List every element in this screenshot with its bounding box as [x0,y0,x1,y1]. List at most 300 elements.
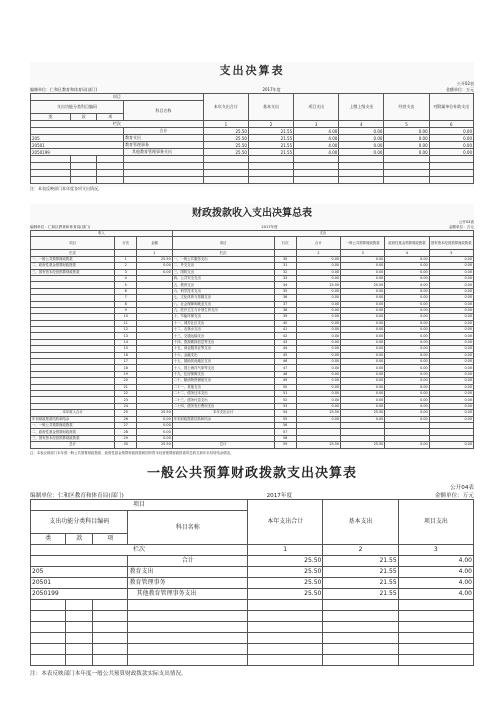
income-row-no: 29 [115,435,137,441]
expense-value: 0.00 [341,307,385,313]
table-row [31,442,474,448]
income-row-no: 15 [115,346,137,352]
t1-col-header: 经营支出 [384,94,429,121]
row-name: 合计 [124,128,204,135]
expense-value: 0.00 [385,397,429,403]
expense-item: 二十二、债务还本支出 [172,390,274,396]
empty-row [31,177,474,184]
row-value: 25.50 [248,567,323,578]
expense-value: 0.00 [429,256,473,262]
expense-item: 二、外交支出 [172,263,274,269]
empty-row [31,170,474,177]
expense-value: 0.00 [341,288,385,294]
expense-value: 0.00 [429,416,473,422]
expense-value: 0.00 [341,333,385,339]
expense-row-no: 34 [274,282,296,288]
expense-item: 二十四、债务发行费用支出 [172,403,274,409]
t2-h-colno: 栏次 [172,250,274,256]
expense-value: 0.00 [385,384,429,390]
expense-item: 年末财政拨款结转和结余 [172,416,274,422]
table-row [31,578,474,589]
expense-value: 0.00 [385,327,429,333]
expense-value: 0.00 [385,390,429,396]
t1-col-header: 上缴上级支出 [339,94,384,121]
empty-row [31,611,474,622]
expense-item: 本年支出合计 [172,410,274,416]
expense-value: 0.00 [341,365,385,371]
t3-table [30,499,474,666]
row-name: 其他教育管理事务支出 [124,149,204,156]
t3-title: 一般公共预算财政拨款支出决算表 [146,466,357,481]
row-value: 21.55 [323,556,398,567]
t1-h-name: 科目名称 [124,101,204,121]
expense-item: 二十、粮油物资储备支出 [172,378,274,384]
income-row-no: 22 [115,390,137,396]
expense-value: 0.00 [296,352,340,358]
income-amount: 0.00 [137,263,172,269]
expense-value: 0.00 [385,371,429,377]
expense-row-no: 43 [274,339,296,345]
t1-col-no: 1 [203,121,248,128]
empty-row [31,156,474,163]
income-amount: 0.00 [137,422,172,428]
expense-value: 0.00 [296,314,340,320]
expense-value: 0.00 [385,320,429,326]
row-code: 2050199 [31,589,128,600]
expense-value: 0.00 [341,403,385,409]
income-amount: 0.00 [137,435,172,441]
row-value: 25.50 [203,149,248,156]
expense-value: 0.00 [429,295,473,301]
t3-note: 注：本表反映部门本年度一般公共预算财政拨款实际支出情况。 [30,671,187,677]
expense-value: 0.00 [429,384,473,390]
income-amount: 0.00 [137,269,172,275]
expense-value: 0.00 [385,346,429,352]
row-code: 205 [31,135,124,142]
expense-row-no: 55 [274,416,296,422]
income-item: 一、一般公共预算财政拨款 [31,422,115,428]
expense-item: 十六、金融支出 [172,352,274,358]
row-value: 0.00 [384,135,429,142]
expense-value: 0.00 [429,269,473,275]
expense-row-no: 56 [274,422,296,428]
row-value: 0.00 [429,135,473,142]
row-code: 20501 [31,578,128,589]
expense-value: 0.00 [429,307,473,313]
expense-value: 25.50 [341,442,385,448]
expense-item: 总计 [172,442,274,448]
expense-item: 十八、国土海洋气象等支出 [172,365,274,371]
income-row-no: 13 [115,333,137,339]
income-item: 三、国有资本经营预算财政拨款 [31,435,115,441]
expense-value: 0.00 [385,416,429,422]
expense-row-no: 41 [274,327,296,333]
expense-value: 0.00 [385,352,429,358]
expense-row-no: 30 [274,256,296,262]
t3-col-no: 2 [323,545,398,556]
expense-row-no: 58 [274,435,296,441]
expense-value: 0.00 [341,346,385,352]
t3-form-no: 公开04表 [450,485,474,491]
expense-value: 0.00 [385,314,429,320]
t3-h-row: 栏次 [31,545,248,556]
t2-year: 2017年度 [261,225,278,229]
expense-value: 0.00 [429,390,473,396]
expense-row-no: 53 [274,403,296,409]
expense-value: 0.00 [429,403,473,409]
expense-value: 0.00 [296,269,340,275]
expense-value: 0.00 [429,314,473,320]
t2-h-amount: 金额 [137,237,172,250]
row-value: 4.00 [294,135,339,142]
expense-item: 六、科学技术支出 [172,288,274,294]
expense-value: 0.00 [296,346,340,352]
t3-col-no: 3 [398,545,473,556]
empty-row [31,163,474,170]
income-row-no: 20 [115,378,137,384]
expense-item: 十九、住房保障支出 [172,371,274,377]
income-amount: 0.00 [137,416,172,422]
expense-value: 0.00 [429,359,473,365]
expense-value: 0.00 [429,339,473,345]
t1-table [30,93,474,184]
row-value: 21.55 [323,578,398,589]
expense-value: 0.00 [429,371,473,377]
row-value: 21.55 [248,135,293,142]
row-value: 0.00 [384,142,429,149]
t2-h-item: 项目 [172,237,274,250]
income-row-no: 12 [115,327,137,333]
t2-col-header: 政府性基金预算财政拨款 [385,237,429,250]
expense-item: 十七、援助其他地区支出 [172,359,274,365]
expense-value: 0.00 [385,359,429,365]
t3-meta [30,485,474,499]
expense-item: 十二、农林水支出 [172,327,274,333]
t3-money-unit: 金额单位：万元 [434,493,474,499]
row-value: 0.00 [339,135,384,142]
expense-row-no: 39 [274,314,296,320]
row-code: 2050199 [31,149,124,156]
expense-value: 0.00 [341,320,385,326]
expense-value: 0.00 [296,403,340,409]
t3-unit: 编制单位：仁和区教育和体育局(部门) [30,493,124,499]
t2-col-header: 一般公共预算财政拨款 [341,237,385,250]
expense-value: 0.00 [296,365,340,371]
expense-value: 0.00 [429,352,473,358]
expense-item: 十一、城乡社区支出 [172,320,274,326]
expense-value: 0.00 [429,346,473,352]
expense-value: 0.00 [385,307,429,313]
income-row-no: 6 [115,288,137,294]
table-row [31,135,474,142]
t2-col-header: 合计 [296,237,340,250]
row-name: 合计 [128,556,248,567]
expense-value: 0.00 [296,333,340,339]
row-value: 4.00 [294,128,339,135]
t2-h-colno: 栏次 [31,250,115,256]
row-code: 20501 [31,142,124,149]
t3-h-code: 支出功能分类科目编码 [31,511,128,534]
t2-h-rowno: 行次 [115,237,137,250]
expense-item: 十四、资源勘探信息等支出 [172,339,274,345]
row-value: 21.55 [248,149,293,156]
t3-h-name: 科目名称 [128,511,248,545]
expense-row-no: 59 [274,442,296,448]
t1-h-kuan: 款 [70,114,97,121]
t2-h-item: 项目 [31,237,115,250]
income-row-no: 8 [115,301,137,307]
expense-value: 0.00 [296,307,340,313]
expense-row-no: 42 [274,333,296,339]
expense-value: 0.00 [341,390,385,396]
row-name: 教育支出 [128,567,248,578]
row-value: 21.55 [248,128,293,135]
table-row [31,149,474,156]
row-value: 4.00 [294,142,339,149]
income-row-no: 23 [115,397,137,403]
t3-h-project: 项目 [31,500,248,511]
income-row-no: 24 [115,403,137,409]
expense-row-no: 48 [274,371,296,377]
income-row-no: 9 [115,307,137,313]
income-row-no: 18 [115,365,137,371]
expense-value: 0.00 [296,390,340,396]
expense-value: 0.00 [296,320,340,326]
t2-title: 财政拨款收入支出决算总表 [192,208,312,219]
expense-item: 十五、商业服务业等支出 [172,346,274,352]
expense-value: 0.00 [296,378,340,384]
income-amount: 0.00 [137,429,172,435]
income-row-no: 25 [115,410,137,416]
expenditure-statement-sheet [30,62,474,191]
t1-col-header: 本年支出合计 [203,94,248,121]
expense-value: 0.00 [385,282,429,288]
income-row-no: 16 [115,352,137,358]
expense-value: 0.00 [429,301,473,307]
row-value: 0.00 [429,142,473,149]
expense-value: 25.50 [296,442,340,448]
t1-meta [30,81,474,93]
t1-col-no: 3 [294,121,339,128]
row-value: 21.55 [323,567,398,578]
expense-value: 0.00 [429,333,473,339]
income-row-no: 7 [115,295,137,301]
expense-value: 25.50 [296,410,340,416]
row-name: 其他教育管理事务支出 [128,589,248,600]
t1-col-no: 4 [339,121,384,128]
table-row [31,128,474,135]
income-item: 二、政府性基金预算财政拨款 [31,263,115,269]
income-item: 年初财政拨款结转和结余 [31,416,115,422]
t3-h-class: 类 [31,534,66,545]
row-name: 教育支出 [124,135,204,142]
row-value: 4.00 [398,556,473,567]
expense-value: 0.00 [341,339,385,345]
income-row-no: 11 [115,320,137,326]
expense-value: 0.00 [385,378,429,384]
row-value: 25.50 [248,589,323,600]
expense-value: 0.00 [385,288,429,294]
row-code [31,128,124,135]
t2-table: 收入 支出 项目 行次 金额 项目 行次 合计 一般公共预算财政拨款 政府性基金预算财政拨款 国有资本经营预算财政拨款 栏次 1 栏次 2 3 4 5 一、一般公共预算财政拨款 1 25.50 一、一般公共服务支出 30 0.00 0.00 0.00 0.00 二、政府性基金预算财政拨款 2 0.00 二、外交支出 31 0.00 0.00 0.00 0.00 三、国有资本经营预算财政拨款 3 0.00 三、国防支出 32 0.00 0.00 0.00 0.00 4 四、公共安全支出 33 0.00 0.00 0.00 0.00 5 五、教育支出 34 25.50 25.50 0.00 0.00 6 六、科学技术支出 35 0.00 0.00 0.00 0.00 7 七、文化体育与传媒支出 36 0.00 0.00 0.00 0.00 8 八、社会保障和就业支出 37 0.00 0.00 0.00 0.00 9 九、医疗卫生与计划生育支出 38 0.00 0.00 0.00 0.00 10 十、节能环保支出 39 0.00 0.00 0.00 0.00 11 十一、城乡社区支出 40 0.00 0.00 0.00 0.00 12 十二、农林水支出 41 0.00 0.00 0.00 0.00 13 十三、交通运输支出 42 0.00 0.00 0.00 0.00 14 十四、资源勘探信息等支出 43 0.00 0.00 0.00 0.00 15 十五、商业服务业等支出 44 0.00 0.00 0.00 0.00 16 十六、金融支出 45 0.00 0.00 0.00 0.00 17 十七、援助其他地区支出 46 0.00 0.00 0.00 0.00 18 十八、国土海洋气象等支出 47 0.00 0.00 0.00 0.00 19 十九、住房保障支出 48 0.00 0.00 0.00 0.00 20 二十、粮油物资储备支出 49 0.00 0.00 0.00 0.00 21 二十一、其他支出 50 0.00 0.00 0.00 0.00 22 二十二、债务还本支出 51 0.00 0.00 0.00 0.00 23 二十三、债务付息支出 52 0.00 0.00 0.00 0.00 24 二十四、债务发行费用支出 53 0.00 0.00 0.00 0.00 本年收入合计 25 25.50 本年支出合计 54 25.50 25.50 0.00 0.00 年初财政拨款结转和结余 26 0.00 年末财政拨款结转和结余 55 0.00 0.00 0.00 0.00 一、一般公共预算财政拨款 27 0.00 56 二、政府性基金预算财政拨款 28 0.00 57 三、国有资本经营预算财政拨款 29 0.00 58 总计 30 25.50 总计 59 25.50 25.50 0.00 0.00 [32,231,472,447]
t1-unit: 编制单位：仁和区教育和体育局(部门) [30,87,98,92]
income-amount: 25.50 [137,442,172,448]
expense-row-no: 35 [274,288,296,294]
income-row-no: 5 [115,282,137,288]
expense-value: 0.00 [429,327,473,333]
income-item: 本年收入合计 [31,410,115,416]
row-value: 0.00 [339,142,384,149]
expense-item: 五、教育支出 [172,282,274,288]
expense-value: 0.00 [341,314,385,320]
t2-h-rowno: 行次 [274,237,296,250]
table-row [31,567,474,578]
expense-row-no: 44 [274,346,296,352]
expense-value: 25.50 [341,282,385,288]
expense-value: 0.00 [429,320,473,326]
expense-value: 0.00 [296,371,340,377]
expense-item: 四、公共安全支出 [172,275,274,281]
expense-row-no: 54 [274,410,296,416]
expense-row-no: 45 [274,352,296,358]
expense-row-no: 37 [274,301,296,307]
income-amount: 25.50 [137,410,172,416]
income-row-no: 10 [115,314,137,320]
income-row-no: 26 [115,416,137,422]
income-item: 一、一般公共预算财政拨款 [31,256,115,262]
row-value: 25.50 [203,128,248,135]
expense-value: 0.00 [296,263,340,269]
expense-value: 0.00 [341,378,385,384]
expense-value: 0.00 [385,333,429,339]
expense-value: 0.00 [296,359,340,365]
expense-value: 0.00 [296,339,340,345]
expense-item: 二十三、债务付息支出 [172,397,274,403]
expense-value: 0.00 [341,263,385,269]
t1-col-header: 对附属单位补助支出 [429,94,473,121]
expense-row-no: 40 [274,320,296,326]
expense-value: 0.00 [341,269,385,275]
row-code: 205 [31,567,128,578]
expense-row-no: 36 [274,295,296,301]
t2-money-unit: 金额单位：万元 [448,225,474,229]
expense-value: 0.00 [429,365,473,371]
income-row-no: 28 [115,429,137,435]
t1-col-header: 项目支出 [294,94,339,121]
income-row-no: 17 [115,359,137,365]
expense-value: 0.00 [385,442,429,448]
expense-value: 0.00 [429,442,473,448]
income-row-no: 1 [115,256,137,262]
t1-col-header: 基本支出 [248,94,293,121]
row-code [31,556,128,567]
expense-row-no: 33 [274,275,296,281]
row-value: 21.55 [323,589,398,600]
expense-item: 八、社会保障和就业支出 [172,301,274,307]
expense-value: 0.00 [341,295,385,301]
t1-col-no: 5 [384,121,429,128]
income-row-no: 14 [115,339,137,345]
expense-value: 0.00 [385,403,429,409]
t1-money-unit: 金额单位：万元 [446,87,474,92]
income-item: 三、国有资本经营预算财政拨款 [31,269,115,275]
expense-value: 0.00 [429,410,473,416]
expense-value: 0.00 [429,282,473,288]
expense-value: 0.00 [296,275,340,281]
t1-h-project: 项目 [31,94,204,101]
income-row-no: 3 [115,269,137,275]
t1-h-row: 栏次 [31,121,204,128]
empty-row [31,622,474,633]
expense-value: 0.00 [429,397,473,403]
expense-row-no: 46 [274,359,296,365]
expense-value: 0.00 [341,397,385,403]
row-value: 25.50 [203,135,248,142]
expense-item: 一、一般公共服务支出 [172,256,274,262]
empty-row [31,644,474,655]
expense-value: 0.00 [385,365,429,371]
empty-row [31,633,474,644]
row-name: 教育管理事务 [124,142,204,149]
expense-value: 0.00 [296,301,340,307]
expense-value: 0.00 [341,359,385,365]
expense-value: 0.00 [296,384,340,390]
empty-row [31,600,474,611]
t2-note: 注：本表反映部门本年度一般公共预算财政拨款、政府性基金预算财政拨款和国有资本经营预算财政拨款的总收支和年末结转结余情况。 [30,450,234,455]
expense-row-no: 32 [274,269,296,275]
expense-value: 0.00 [429,288,473,294]
row-value: 25.50 [203,142,248,149]
expense-value: 0.00 [296,288,340,294]
row-name: 教育管理事务 [128,578,248,589]
expense-value: 0.00 [385,256,429,262]
row-value: 4.00 [294,149,339,156]
t1-h-class: 类 [31,114,71,121]
row-value: 0.00 [339,149,384,156]
income-row-no: 27 [115,422,137,428]
t2-h-expense: 支出 [172,231,473,237]
expense-value: 0.00 [385,410,429,416]
expense-value: 0.00 [341,256,385,262]
income-row-no: 4 [115,275,137,281]
t1-h-item: 项 [97,114,124,121]
expense-row-no: 38 [274,307,296,313]
income-row-no: 21 [115,384,137,390]
expense-row-no: 50 [274,384,296,390]
row-value: 25.50 [248,556,323,567]
row-value: 25.50 [248,578,323,589]
income-item: 二、政府性基金预算财政拨款 [31,429,115,435]
row-value: 4.00 [398,578,473,589]
expense-row-no: 57 [274,429,296,435]
row-value: 4.00 [398,567,473,578]
t3-col-header: 项目支出 [398,500,473,545]
income-row-no: 19 [115,371,137,377]
row-value: 4.00 [398,589,473,600]
table-row [31,556,474,567]
expense-value: 0.00 [296,295,340,301]
expense-row-no: 49 [274,378,296,384]
t3-h-kuan: 款 [66,534,93,545]
expense-value: 0.00 [341,384,385,390]
expense-value: 0.00 [429,263,473,269]
expense-value: 0.00 [341,327,385,333]
expense-item: 十、节能环保支出 [172,314,274,320]
expense-value: 0.00 [296,397,340,403]
fiscal-summary-sheet [30,204,474,455]
expense-item: 十三、交通运输支出 [172,333,274,339]
row-value: 0.00 [339,128,384,135]
